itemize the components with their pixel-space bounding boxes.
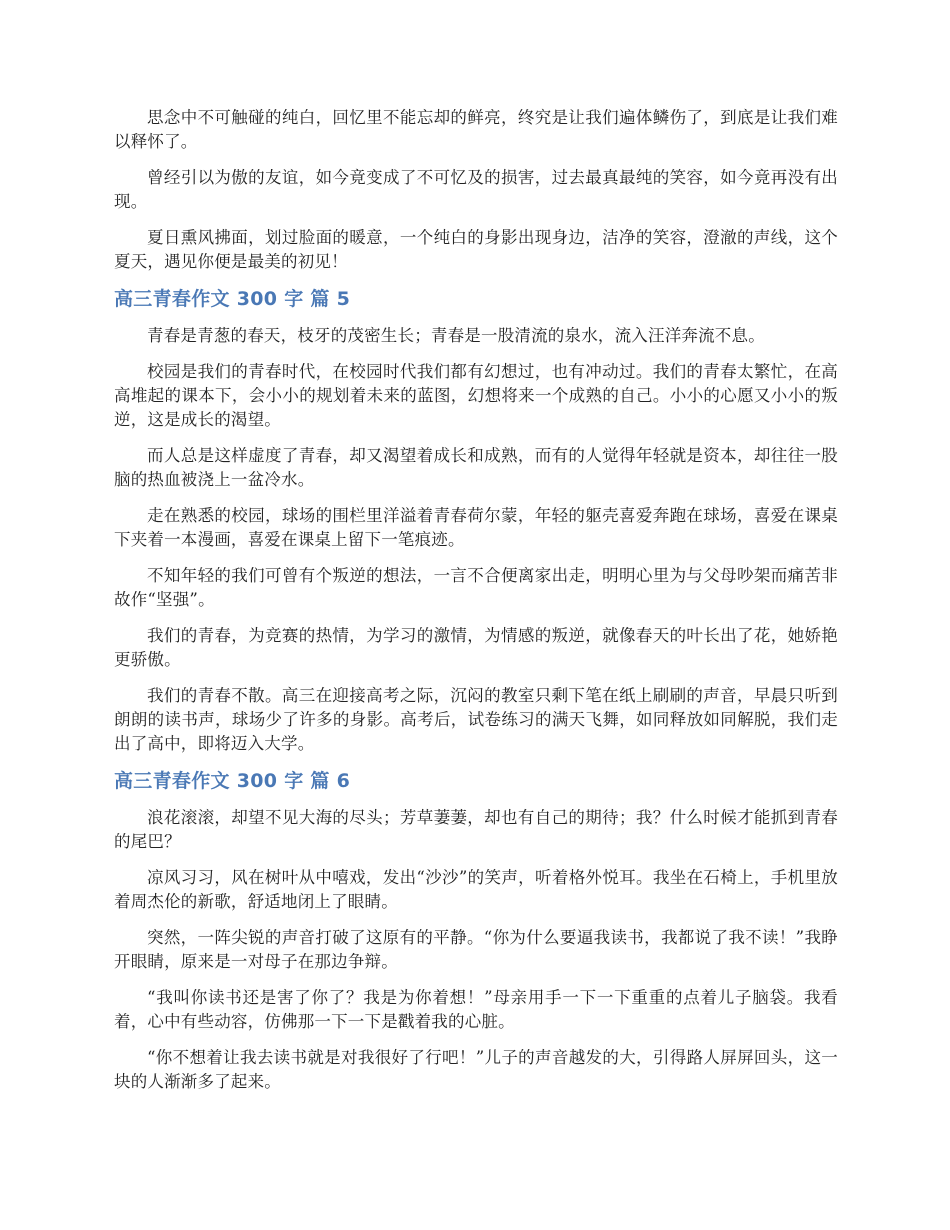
paragraph: 浪花滚滚，却望不见大海的尽头；芳草萋萋，却也有自己的期待；我？什么时候才能抓到青春的尾巴？ (114, 808, 838, 851)
paragraph: 校园是我们的青春时代，在校园时代我们都有幻想过，也有冲动过。我们的青春太繁忙，在高高堆起的课本下，会小小的规划着未来的蓝图，幻想将来一个成熟的自己。小小的心愿又小小的叛逆，这是成长的渴望。 (114, 362, 838, 429)
paragraph: 走在熟悉的校园，球场的围栏里洋溢着青春荷尔蒙，年轻的躯壳喜爱奔跑在球场，喜爱在课桌下夹着一本漫画，喜爱在课桌上留下一笔痕迹。 (114, 506, 838, 549)
paragraph: 思念中不可触碰的纯白，回忆里不能忘却的鲜亮，终究是让我们遍体鳞伤了，到底是让我们难以释怀了。 (114, 108, 838, 151)
paragraph: “我叫你读书还是害了你了？我是为你着想！”母亲用手一下一下重重的点着儿子脑袋。我看着，心中有些动容，仿佛那一下一下是戳着我的心脏。 (114, 988, 838, 1031)
paragraph: 不知年轻的我们可曾有个叛逆的想法，一言不合便离家出走，明明心里为与父母吵架而痛苦非故作“坚强”。 (114, 566, 838, 609)
paragraph: 而人总是这样虚度了青春，却又渴望着成长和成熟，而有的人觉得年轻就是资本，却往往一股脑的热血被浇上一盆冷水。 (114, 446, 838, 489)
paragraph: 我们的青春，为竞赛的热情，为学习的激情，为情感的叛逆，就像春天的叶长出了花，她娇艳更骄傲。 (114, 626, 838, 669)
paragraph: 我们的青春不散。高三在迎接高考之际，沉闷的教室只剩下笔在纸上刷刷的声音，早晨只听到朗朗的读书声，球场少了许多的身影。高考后，试卷练习的满天飞舞，如同释放如同解脱，我们走出了高中，即将迈入大学。 (114, 686, 838, 753)
paragraph: 凉风习习，风在树叶从中嘻戏，发出“沙沙”的笑声，听着格外悦耳。我坐在石椅上，手机里放着周杰伦的新歌，舒适地闭上了眼睛。 (114, 868, 838, 911)
section-heading: 高三青春作文 300 字 篇 5 (114, 288, 351, 310)
paragraph: 夏日熏风拂面，划过脸面的暖意，一个纯白的身影出现身边，洁净的笑容，澄澈的声线，这个夏天，遇见你便是最美的初见！ (114, 228, 838, 271)
paragraph: 青春是青葱的春天，枝牙的茂密生长；青春是一股清流的泉水，流入汪洋奔流不息。 (147, 326, 765, 345)
document-page (114, 106, 838, 1106)
paragraph: “你不想着让我去读书就是对我很好了行吧！”儿子的声音越发的大，引得路人屏屏回头，这一块的人渐渐多了起来。 (114, 1048, 838, 1091)
paragraph: 突然，一阵尖锐的声音打破了这原有的平静。“你为什么要逼我读书，我都说了我不读！”我睁开眼睛，原来是一对母子在那边争辩。 (114, 928, 838, 971)
section-heading: 高三青春作文 300 字 篇 6 (114, 770, 351, 792)
paragraph: 曾经引以为傲的友谊，如今竟变成了不可忆及的损害，过去最真最纯的笑容，如今竟再没有出现。 (114, 168, 838, 211)
